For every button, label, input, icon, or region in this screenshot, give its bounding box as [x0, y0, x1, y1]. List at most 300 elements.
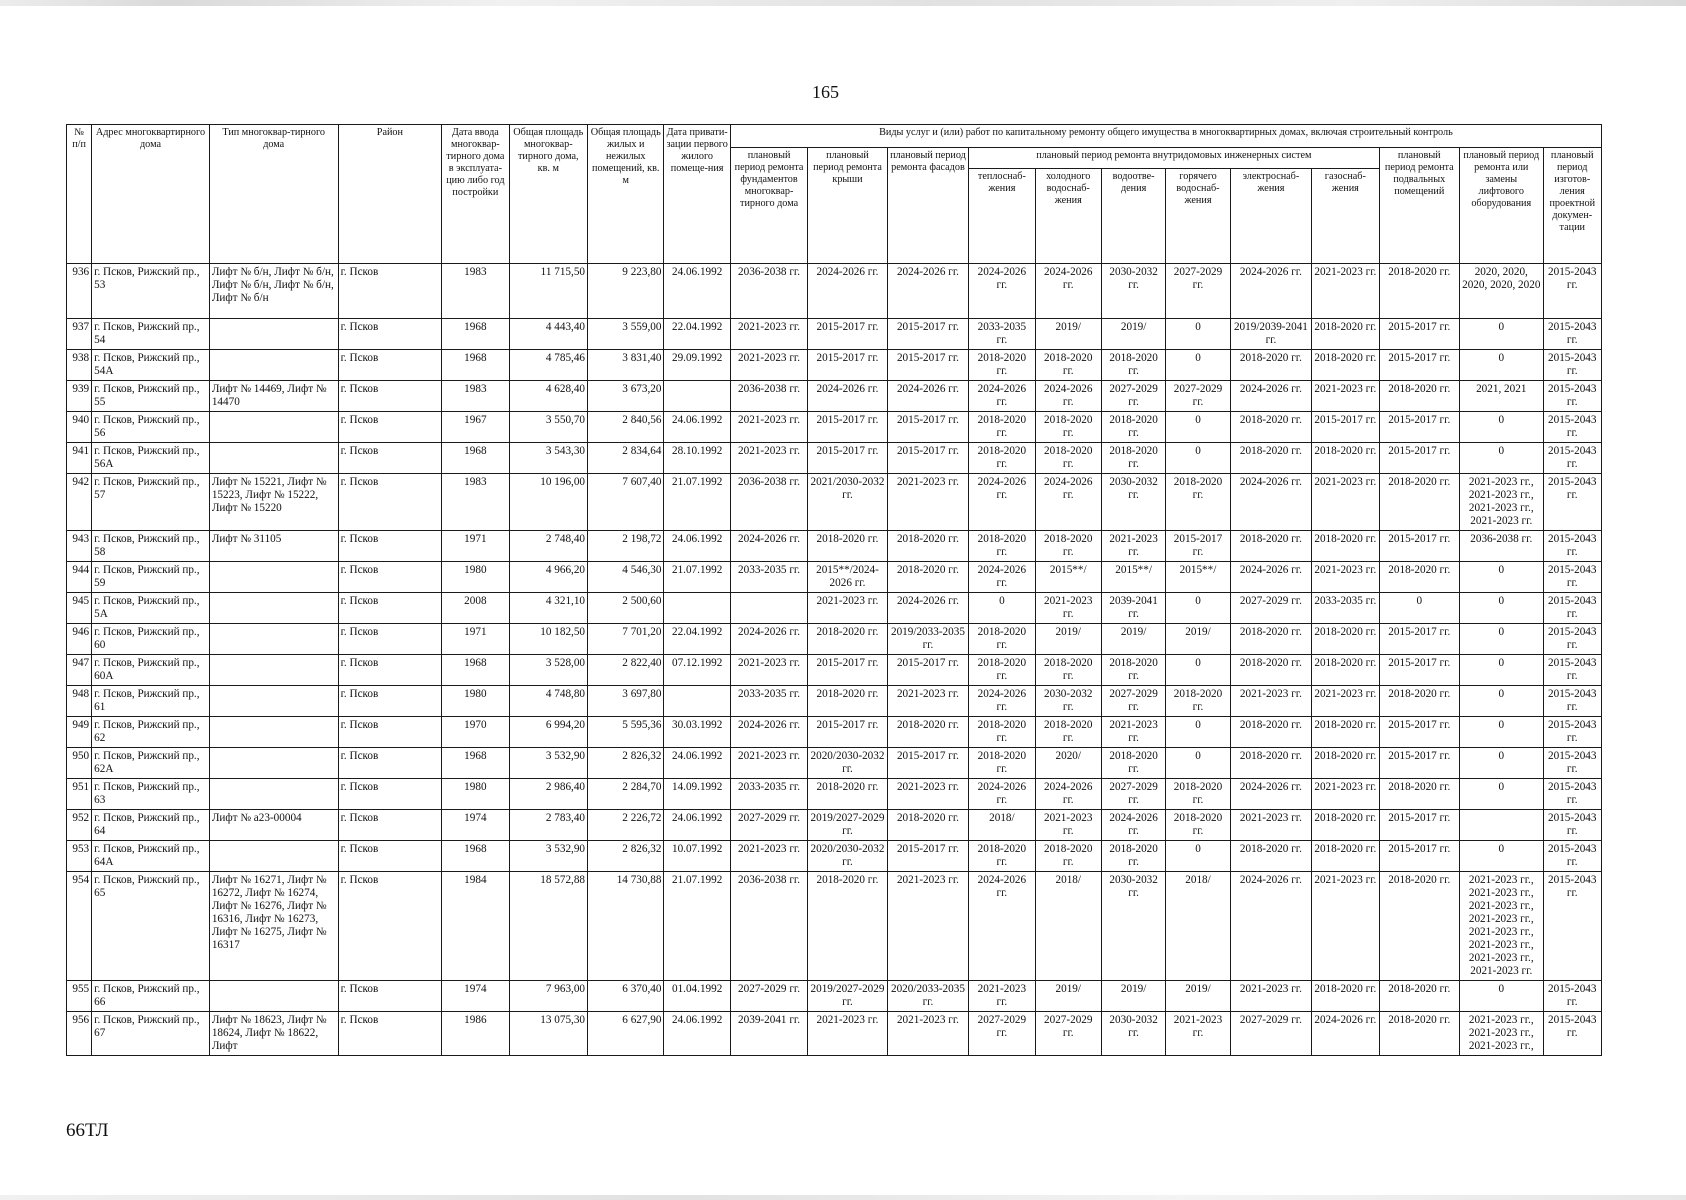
- cell-address: г. Псков, Рижский пр., 58: [92, 531, 210, 562]
- cell-privatization-date: 07.12.1992: [664, 655, 730, 686]
- cell-heating: 2018-2020 гг.: [969, 350, 1035, 381]
- cell-heating: 2018-2020 гг.: [969, 412, 1035, 443]
- table-row: [67, 350, 1602, 381]
- cell-commission-year: 1983: [442, 381, 509, 412]
- cell-design-docs: 2015-2043 гг.: [1543, 562, 1602, 593]
- cell-heating: 2024-2026 гг.: [969, 686, 1035, 717]
- cell-design-docs: 2015-2043 гг.: [1543, 624, 1602, 655]
- cell-commission-year: 1968: [442, 841, 509, 872]
- cell-electric: 2018-2020 гг.: [1230, 841, 1311, 872]
- cell-house-type: [209, 593, 338, 624]
- cell-design-docs: 2015-2043 гг.: [1543, 717, 1602, 748]
- cell-number: 938: [67, 350, 92, 381]
- cell-privatization-date: 14.09.1992: [664, 779, 730, 810]
- cell-facade: 2021-2023 гг.: [887, 474, 968, 531]
- scan-edge-top: [0, 0, 1686, 6]
- cell-foundation: 2024-2026 гг.: [730, 717, 807, 748]
- cell-cold-water: 2021-2023 гг.: [1035, 593, 1101, 624]
- cell-gas: 2018-2020 гг.: [1312, 841, 1379, 872]
- cell-hot-water: 2018-2020 гг.: [1166, 779, 1230, 810]
- cell-total-area: 3 550,70: [509, 412, 587, 443]
- cell-facade: 2015-2017 гг.: [887, 655, 968, 686]
- cell-district: г. Псков: [338, 474, 442, 531]
- cell-foundation: 2021-2023 гг.: [730, 748, 807, 779]
- cell-elevator: 0: [1460, 562, 1543, 593]
- cell-drainage: 2018-2020 гг.: [1101, 443, 1165, 474]
- cell-hot-water: 2018/: [1166, 872, 1230, 981]
- cell-facade: 2015-2017 гг.: [887, 748, 968, 779]
- cell-hot-water: 2019/: [1166, 624, 1230, 655]
- cell-district: г. Псков: [338, 531, 442, 562]
- table-row: [67, 841, 1602, 872]
- cell-cold-water: 2018-2020 гг.: [1035, 841, 1101, 872]
- cell-total-area: 3 528,00: [509, 655, 587, 686]
- cell-basement: 2015-2017 гг.: [1379, 350, 1459, 381]
- table-row: [67, 531, 1602, 562]
- cell-electric: 2024-2026 гг.: [1230, 872, 1311, 981]
- cell-roof: 2020/2030-2032 гг.: [808, 841, 887, 872]
- cell-address: г. Псков, Рижский пр., 56А: [92, 443, 210, 474]
- cell-number: 949: [67, 717, 92, 748]
- cell-number: 944: [67, 562, 92, 593]
- cell-gas: 2018-2020 гг.: [1312, 531, 1379, 562]
- cell-facade: 2019/2033-2035 гг.: [887, 624, 968, 655]
- cell-design-docs: 2015-2043 гг.: [1543, 350, 1602, 381]
- sheet-code: 66ТЛ: [66, 1120, 109, 1141]
- header-house-type: Тип многоквар-тирного дома: [209, 125, 338, 264]
- header-commission-date: Дата ввода многоквар-тирного дома в эксплуата-цию либо год постройки: [442, 125, 509, 264]
- cell-living-area: 3 559,00: [588, 319, 664, 350]
- cell-living-area: 6 627,90: [588, 1012, 664, 1056]
- cell-living-area: 7 607,40: [588, 474, 664, 531]
- cell-total-area: 6 994,20: [509, 717, 587, 748]
- cell-heating: 2033-2035 гг.: [969, 319, 1035, 350]
- cell-district: г. Псков: [338, 350, 442, 381]
- cell-design-docs: 2015-2043 гг.: [1543, 593, 1602, 624]
- cell-electric: 2018-2020 гг.: [1230, 717, 1311, 748]
- cell-drainage: 2018-2020 гг.: [1101, 748, 1165, 779]
- cell-number: 955: [67, 981, 92, 1012]
- cell-living-area: 2 226,72: [588, 810, 664, 841]
- cell-district: г. Псков: [338, 562, 442, 593]
- cell-hot-water: 2015-2017 гг.: [1166, 531, 1230, 562]
- cell-basement: 2018-2020 гг.: [1379, 562, 1459, 593]
- cell-cold-water: 2019/: [1035, 981, 1101, 1012]
- cell-elevator: 2036-2038 гг.: [1460, 531, 1543, 562]
- cell-gas: 2021-2023 гг.: [1312, 381, 1379, 412]
- cell-living-area: 3 673,20: [588, 381, 664, 412]
- cell-electric: 2024-2026 гг.: [1230, 779, 1311, 810]
- cell-facade: 2021-2023 гг.: [887, 1012, 968, 1056]
- cell-district: г. Псков: [338, 319, 442, 350]
- cell-electric: 2018-2020 гг.: [1230, 748, 1311, 779]
- cell-cold-water: 2027-2029 гг.: [1035, 1012, 1101, 1056]
- cell-foundation: 2021-2023 гг.: [730, 350, 807, 381]
- table-row: [67, 686, 1602, 717]
- cell-electric: 2018-2020 гг.: [1230, 443, 1311, 474]
- cell-gas: 2024-2026 гг.: [1312, 1012, 1379, 1056]
- cell-roof: 2015-2017 гг.: [808, 717, 887, 748]
- header-basement: плановый период ремонта подвальных помещений: [1379, 148, 1459, 264]
- cell-basement: 2015-2017 гг.: [1379, 531, 1459, 562]
- header-electric: электроснаб-жения: [1230, 169, 1311, 264]
- table-row: [67, 717, 1602, 748]
- cell-roof: 2021-2023 гг.: [808, 1012, 887, 1056]
- cell-gas: 2018-2020 гг.: [1312, 717, 1379, 748]
- cell-privatization-date: 24.06.1992: [664, 810, 730, 841]
- cell-commission-year: 1968: [442, 748, 509, 779]
- cell-foundation: 2021-2023 гг.: [730, 443, 807, 474]
- cell-address: г. Псков, Рижский пр., 5А: [92, 593, 210, 624]
- cell-living-area: 2 500,60: [588, 593, 664, 624]
- header-gas: газоснаб-жения: [1312, 169, 1379, 264]
- cell-number: 947: [67, 655, 92, 686]
- cell-cold-water: 2024-2026 гг.: [1035, 381, 1101, 412]
- cell-facade: 2015-2017 гг.: [887, 412, 968, 443]
- cell-total-area: 4 443,40: [509, 319, 587, 350]
- cell-number: 937: [67, 319, 92, 350]
- cell-heating: 2024-2026 гг.: [969, 474, 1035, 531]
- cell-basement: 2018-2020 гг.: [1379, 264, 1459, 319]
- cell-electric: 2018-2020 гг.: [1230, 655, 1311, 686]
- cell-district: г. Псков: [338, 1012, 442, 1056]
- cell-elevator: 0: [1460, 841, 1543, 872]
- cell-design-docs: 2015-2043 гг.: [1543, 872, 1602, 981]
- cell-facade: 2021-2023 гг.: [887, 779, 968, 810]
- cell-drainage: 2015**/: [1101, 562, 1165, 593]
- cell-drainage: 2021-2023 гг.: [1101, 717, 1165, 748]
- cell-heating: 2024-2026 гг.: [969, 562, 1035, 593]
- cell-electric: 2027-2029 гг.: [1230, 1012, 1311, 1056]
- cell-roof: 2015-2017 гг.: [808, 412, 887, 443]
- cell-living-area: 9 223,80: [588, 264, 664, 319]
- cell-facade: 2024-2026 гг.: [887, 264, 968, 319]
- cell-hot-water: 2015**/: [1166, 562, 1230, 593]
- cell-total-area: 2 783,40: [509, 810, 587, 841]
- cell-basement: 2015-2017 гг.: [1379, 717, 1459, 748]
- cell-total-area: 10 182,50: [509, 624, 587, 655]
- cell-roof: 2015-2017 гг.: [808, 443, 887, 474]
- cell-address: г. Псков, Рижский пр., 59: [92, 562, 210, 593]
- cell-house-type: [209, 841, 338, 872]
- cell-gas: 2021-2023 гг.: [1312, 872, 1379, 981]
- cell-basement: 2015-2017 гг.: [1379, 748, 1459, 779]
- cell-elevator: 0: [1460, 319, 1543, 350]
- cell-commission-year: 1968: [442, 319, 509, 350]
- cell-drainage: 2018-2020 гг.: [1101, 841, 1165, 872]
- cell-total-area: 4 785,46: [509, 350, 587, 381]
- cell-address: г. Псков, Рижский пр., 66: [92, 981, 210, 1012]
- cell-hot-water: 2027-2029 гг.: [1166, 381, 1230, 412]
- cell-hot-water: 2018-2020 гг.: [1166, 810, 1230, 841]
- cell-foundation: 2036-2038 гг.: [730, 264, 807, 319]
- cell-elevator: 2020, 2020, 2020, 2020, 2020: [1460, 264, 1543, 319]
- cell-cold-water: 2018-2020 гг.: [1035, 655, 1101, 686]
- cell-district: г. Псков: [338, 686, 442, 717]
- cell-foundation: 2033-2035 гг.: [730, 562, 807, 593]
- cell-number: 940: [67, 412, 92, 443]
- cell-foundation: 2036-2038 гг.: [730, 872, 807, 981]
- cell-gas: 2021-2023 гг.: [1312, 779, 1379, 810]
- table-row: [67, 981, 1602, 1012]
- cell-electric: 2018-2020 гг.: [1230, 412, 1311, 443]
- cell-drainage: 2030-2032 гг.: [1101, 264, 1165, 319]
- cell-address: г. Псков, Рижский пр., 54: [92, 319, 210, 350]
- cell-address: г. Псков, Рижский пр., 62А: [92, 748, 210, 779]
- cell-elevator: 2021-2023 гг., 2021-2023 гг., 2021-2023 гг.,: [1460, 1012, 1543, 1056]
- cell-basement: 2018-2020 гг.: [1379, 686, 1459, 717]
- cell-commission-year: 1980: [442, 779, 509, 810]
- cell-privatization-date: 24.06.1992: [664, 412, 730, 443]
- cell-roof: 2021/2030-2032 гг.: [808, 474, 887, 531]
- cell-house-type: Лифт № 16271, Лифт № 16272, Лифт № 16274, Лифт № 16276, Лифт № 16316, Лифт № 16273, Лифт № 16275, Лифт № 16317: [209, 872, 338, 981]
- cell-cold-water: 2024-2026 гг.: [1035, 779, 1101, 810]
- cell-hot-water: 0: [1166, 655, 1230, 686]
- cell-privatization-date: 24.06.1992: [664, 1012, 730, 1056]
- cell-design-docs: 2015-2043 гг.: [1543, 443, 1602, 474]
- cell-total-area: 2 986,40: [509, 779, 587, 810]
- cell-district: г. Псков: [338, 748, 442, 779]
- header-drainage: водоотве-дения: [1101, 169, 1165, 264]
- cell-facade: 2021-2023 гг.: [887, 872, 968, 981]
- cell-living-area: 2 826,32: [588, 841, 664, 872]
- cell-cold-water: 2024-2026 гг.: [1035, 474, 1101, 531]
- cell-number: 952: [67, 810, 92, 841]
- cell-facade: 2015-2017 гг.: [887, 443, 968, 474]
- cell-number: 939: [67, 381, 92, 412]
- cell-facade: 2024-2026 гг.: [887, 381, 968, 412]
- cell-district: г. Псков: [338, 717, 442, 748]
- cell-gas: 2018-2020 гг.: [1312, 981, 1379, 1012]
- cell-commission-year: 1986: [442, 1012, 509, 1056]
- cell-drainage: 2019/: [1101, 981, 1165, 1012]
- cell-heating: 2018-2020 гг.: [969, 443, 1035, 474]
- cell-cold-water: 2019/: [1035, 624, 1101, 655]
- cell-total-area: 3 532,90: [509, 748, 587, 779]
- cell-district: г. Псков: [338, 810, 442, 841]
- cell-drainage: 2027-2029 гг.: [1101, 779, 1165, 810]
- cell-basement: 2015-2017 гг.: [1379, 810, 1459, 841]
- cell-commission-year: 1968: [442, 350, 509, 381]
- header-design-docs: плановый период изготов-ления проектной докумен-тации: [1543, 148, 1602, 264]
- cell-heating: 2018/: [969, 810, 1035, 841]
- cell-house-type: [209, 717, 338, 748]
- cell-heating: 2027-2029 гг.: [969, 1012, 1035, 1056]
- cell-roof: 2024-2026 гг.: [808, 381, 887, 412]
- cell-facade: 2015-2017 гг.: [887, 319, 968, 350]
- cell-roof: 2018-2020 гг.: [808, 531, 887, 562]
- cell-cold-water: 2018-2020 гг.: [1035, 717, 1101, 748]
- cell-roof: 2015-2017 гг.: [808, 350, 887, 381]
- cell-address: г. Псков, Рижский пр., 65: [92, 872, 210, 981]
- cell-number: 943: [67, 531, 92, 562]
- cell-address: г. Псков, Рижский пр., 53: [92, 264, 210, 319]
- cell-design-docs: 2015-2043 гг.: [1543, 686, 1602, 717]
- cell-privatization-date: [664, 686, 730, 717]
- cell-privatization-date: 21.07.1992: [664, 872, 730, 981]
- cell-district: г. Псков: [338, 593, 442, 624]
- cell-living-area: 2 198,72: [588, 531, 664, 562]
- cell-district: г. Псков: [338, 381, 442, 412]
- cell-heating: 2024-2026 гг.: [969, 381, 1035, 412]
- cell-basement: 2015-2017 гг.: [1379, 655, 1459, 686]
- cell-hot-water: 0: [1166, 717, 1230, 748]
- cell-living-area: 3 697,80: [588, 686, 664, 717]
- cell-commission-year: 1983: [442, 264, 509, 319]
- cell-house-type: Лифт № 15221, Лифт № 15223, Лифт № 15222, Лифт № 15220: [209, 474, 338, 531]
- cell-elevator: 0: [1460, 981, 1543, 1012]
- cell-total-area: 18 572,88: [509, 872, 587, 981]
- cell-design-docs: 2015-2043 гг.: [1543, 810, 1602, 841]
- cell-living-area: 2 834,64: [588, 443, 664, 474]
- cell-basement: 2015-2017 гг.: [1379, 319, 1459, 350]
- cell-gas: 2018-2020 гг.: [1312, 624, 1379, 655]
- scan-edge-bottom: [0, 1195, 1686, 1200]
- cell-drainage: 2021-2023 гг.: [1101, 531, 1165, 562]
- cell-electric: 2021-2023 гг.: [1230, 981, 1311, 1012]
- table-row: [67, 872, 1602, 981]
- cell-district: г. Псков: [338, 655, 442, 686]
- cell-total-area: 4 628,40: [509, 381, 587, 412]
- header-address: Адрес многоквартирного дома: [92, 125, 210, 264]
- cell-heating: 2024-2026 гг.: [969, 264, 1035, 319]
- cell-drainage: 2019/: [1101, 319, 1165, 350]
- cell-heating: 2021-2023 гг.: [969, 981, 1035, 1012]
- cell-hot-water: 2019/: [1166, 981, 1230, 1012]
- cell-foundation: 2036-2038 гг.: [730, 474, 807, 531]
- header-total-area: Общая площадь многоквар-тирного дома, кв. м: [509, 125, 587, 264]
- cell-drainage: 2019/: [1101, 624, 1165, 655]
- cell-elevator: 0: [1460, 717, 1543, 748]
- cell-gas: 2018-2020 гг.: [1312, 443, 1379, 474]
- cell-basement: 2015-2017 гг.: [1379, 624, 1459, 655]
- cell-number: 951: [67, 779, 92, 810]
- cell-hot-water: 0: [1166, 412, 1230, 443]
- cell-cold-water: 2020/: [1035, 748, 1101, 779]
- cell-cold-water: 2030-2032 гг.: [1035, 686, 1101, 717]
- cell-design-docs: 2015-2043 гг.: [1543, 1012, 1602, 1056]
- cell-basement: 2015-2017 гг.: [1379, 443, 1459, 474]
- cell-drainage: 2018-2020 гг.: [1101, 412, 1165, 443]
- cell-foundation: 2036-2038 гг.: [730, 381, 807, 412]
- cell-house-type: [209, 443, 338, 474]
- table-row: [67, 443, 1602, 474]
- cell-facade: 2015-2017 гг.: [887, 350, 968, 381]
- cell-number: 953: [67, 841, 92, 872]
- cell-address: г. Псков, Рижский пр., 57: [92, 474, 210, 531]
- cell-number: 950: [67, 748, 92, 779]
- cell-gas: 2018-2020 гг.: [1312, 748, 1379, 779]
- cell-elevator: 2021-2023 гг., 2021-2023 гг., 2021-2023 гг., 2021-2023 гг., 2021-2023 гг., 2021-2023 гг., 2021-2023 гг., 2021-2023 гг.: [1460, 872, 1543, 981]
- cell-heating: 2018-2020 гг.: [969, 624, 1035, 655]
- cell-basement: 2018-2020 гг.: [1379, 1012, 1459, 1056]
- cell-living-area: 3 831,40: [588, 350, 664, 381]
- cell-roof: 2015-2017 гг.: [808, 319, 887, 350]
- cell-living-area: 14 730,88: [588, 872, 664, 981]
- cell-address: г. Псков, Рижский пр., 67: [92, 1012, 210, 1056]
- cell-hot-water: 0: [1166, 748, 1230, 779]
- cell-basement: 2018-2020 гг.: [1379, 381, 1459, 412]
- cell-design-docs: 2015-2043 гг.: [1543, 381, 1602, 412]
- cell-basement: 2018-2020 гг.: [1379, 981, 1459, 1012]
- cell-hot-water: 0: [1166, 443, 1230, 474]
- cell-foundation: 2039-2041 гг.: [730, 1012, 807, 1056]
- cell-electric: 2024-2026 гг.: [1230, 264, 1311, 319]
- cell-total-area: 4 966,20: [509, 562, 587, 593]
- cell-district: г. Псков: [338, 624, 442, 655]
- cell-cold-water: 2018-2020 гг.: [1035, 412, 1101, 443]
- header-elevator: плановый период ремонта или замены лифтового оборудования: [1460, 148, 1543, 264]
- cell-address: г. Псков, Рижский пр., 64А: [92, 841, 210, 872]
- cell-privatization-date: 01.04.1992: [664, 981, 730, 1012]
- cell-cold-water: 2015**/: [1035, 562, 1101, 593]
- table-row: [67, 624, 1602, 655]
- header-heating: теплоснаб-жения: [969, 169, 1035, 264]
- table-row: [67, 655, 1602, 686]
- cell-district: г. Псков: [338, 264, 442, 319]
- cell-roof: 2019/2027-2029 гг.: [808, 810, 887, 841]
- cell-heating: 2018-2020 гг.: [969, 748, 1035, 779]
- cell-house-type: [209, 562, 338, 593]
- cell-electric: 2024-2026 гг.: [1230, 474, 1311, 531]
- cell-cold-water: 2018-2020 гг.: [1035, 531, 1101, 562]
- cell-house-type: [209, 624, 338, 655]
- cell-living-area: 4 546,30: [588, 562, 664, 593]
- cell-total-area: 4 321,10: [509, 593, 587, 624]
- cell-district: г. Псков: [338, 841, 442, 872]
- cell-commission-year: 1967: [442, 412, 509, 443]
- cell-address: г. Псков, Рижский пр., 55: [92, 381, 210, 412]
- cell-living-area: 6 370,40: [588, 981, 664, 1012]
- cell-basement: 0: [1379, 593, 1459, 624]
- cell-heating: 2018-2020 гг.: [969, 841, 1035, 872]
- cell-number: 948: [67, 686, 92, 717]
- cell-privatization-date: 21.07.1992: [664, 562, 730, 593]
- cell-design-docs: 2015-2043 гг.: [1543, 319, 1602, 350]
- cell-design-docs: 2015-2043 гг.: [1543, 748, 1602, 779]
- cell-drainage: 2018-2020 гг.: [1101, 655, 1165, 686]
- cell-commission-year: 1974: [442, 981, 509, 1012]
- cell-electric: 2018-2020 гг.: [1230, 531, 1311, 562]
- cell-gas: 2021-2023 гг.: [1312, 264, 1379, 319]
- cell-heating: 2018-2020 гг.: [969, 655, 1035, 686]
- table-row: [67, 319, 1602, 350]
- cell-privatization-date: 24.06.1992: [664, 748, 730, 779]
- cell-address: г. Псков, Рижский пр., 56: [92, 412, 210, 443]
- cell-hot-water: 0: [1166, 319, 1230, 350]
- cell-privatization-date: 22.04.1992: [664, 319, 730, 350]
- cell-drainage: 2030-2032 гг.: [1101, 872, 1165, 981]
- cell-drainage: 2024-2026 гг.: [1101, 810, 1165, 841]
- cell-gas: 2021-2023 гг.: [1312, 474, 1379, 531]
- cell-facade: 2018-2020 гг.: [887, 810, 968, 841]
- cell-basement: 2018-2020 гг.: [1379, 872, 1459, 981]
- cell-facade: 2015-2017 гг.: [887, 841, 968, 872]
- header-foundation: плановый период ремонта фундаментов многоквар-тирного дома: [730, 148, 807, 264]
- cell-drainage: 2027-2029 гг.: [1101, 686, 1165, 717]
- cell-facade: 2018-2020 гг.: [887, 717, 968, 748]
- cell-facade: 2020/2033-2035 гг.: [887, 981, 968, 1012]
- cell-elevator: 0: [1460, 655, 1543, 686]
- cell-hot-water: 2018-2020 гг.: [1166, 686, 1230, 717]
- cell-house-type: [209, 319, 338, 350]
- cell-privatization-date: 21.07.1992: [664, 474, 730, 531]
- cell-number: 956: [67, 1012, 92, 1056]
- cell-gas: 2018-2020 гг.: [1312, 810, 1379, 841]
- cell-electric: 2021-2023 гг.: [1230, 686, 1311, 717]
- cell-number: 946: [67, 624, 92, 655]
- cell-address: г. Псков, Рижский пр., 60А: [92, 655, 210, 686]
